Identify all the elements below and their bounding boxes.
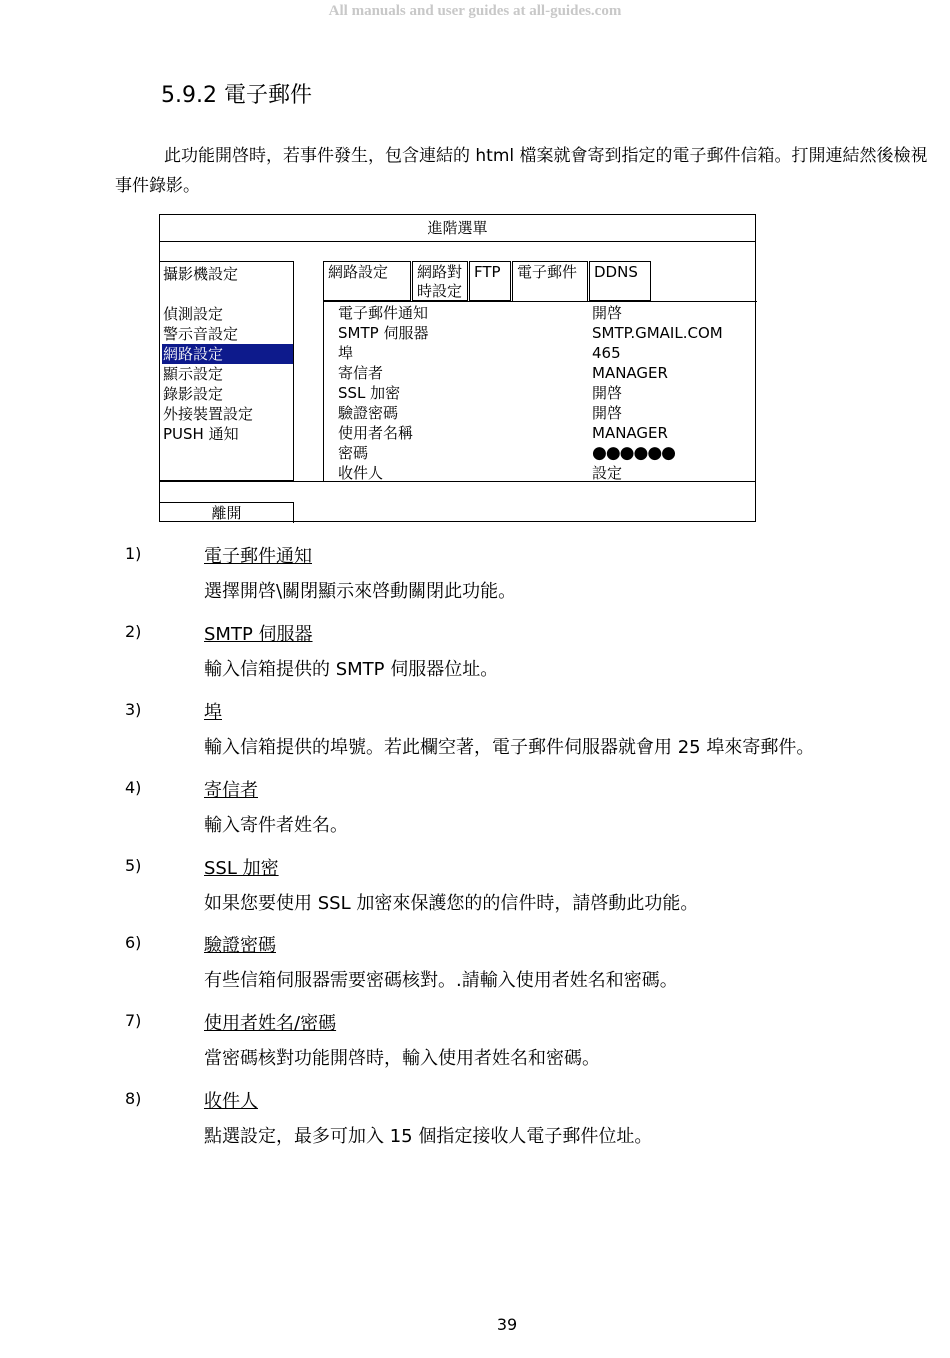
tab-network[interactable]: 網路設定 [323,261,411,301]
setting-label: 密碼 [338,444,369,462]
setting-value[interactable]: MANAGER [592,364,668,382]
sidebar-item-detection[interactable]: 偵測設定 [163,305,224,323]
item-term: 埠 [204,702,222,723]
setting-label: 收件人 [338,464,384,482]
item-number: 4) [125,778,142,797]
sidebar-item-device[interactable]: 外接裝置設定 [163,405,254,423]
item-number: 6) [125,933,142,952]
setting-row[interactable] [338,323,748,343]
setting-label: 使用者名稱 [338,424,414,442]
item-term: 電子郵件通知 [204,546,312,567]
sidebar-item-record[interactable]: 錄影設定 [163,385,224,403]
setting-row[interactable] [338,403,748,423]
tab-time-sync[interactable]: 網路對時設定 [412,261,468,301]
item-description: 有些信箱伺服器需要密碼核對。.請輸入使用者姓名和密碼。 [204,970,678,991]
password-value[interactable]: ●●●●●● [592,443,676,463]
item-description: 輸入信箱提供的埠號。若此欄空著，電子郵件伺服器就會用 25 埠來寄郵件。 [204,737,815,758]
setting-label: 寄信者 [338,364,384,382]
item-term: 驗證密碼 [204,935,276,956]
setting-value[interactable]: 開啓 [592,304,623,322]
sidebar-item-alert[interactable]: 警示音設定 [163,325,239,343]
tab-ddns[interactable]: DDNS [589,261,651,301]
page-number: 39 [496,1315,518,1334]
item-number: 1) [125,544,142,563]
setting-label: 電子郵件通知 [338,304,429,322]
item-term: 寄信者 [204,780,258,801]
item-term: 使用者姓名/密碼 [204,1013,337,1034]
setting-row[interactable] [338,423,748,443]
item-number: 8) [125,1089,142,1108]
menu-title: 進階選單 [160,215,755,242]
item-number: 2) [125,622,142,641]
intro-paragraph: 此功能開啓時，若事件發生，包含連結的 html 檔案就會寄到指定的電子郵件信箱。打開連結然後檢視事件錄影。 [115,146,928,196]
item-number: 5) [125,856,142,875]
setting-label: SSL 加密 [338,384,401,402]
setting-value[interactable]: 開啓 [592,404,623,422]
setting-value[interactable]: SMTP.GMAIL.COM [592,324,723,342]
setting-value[interactable]: 465 [592,344,621,362]
item-description: 如果您要使用 SSL 加密來保護您的的信件時，請啓動此功能。 [204,893,699,914]
sidebar-item-network[interactable]: 網路設定 [162,344,293,364]
advanced-menu [159,214,756,522]
sidebar-item-display[interactable]: 顯示設定 [163,365,224,383]
setting-value[interactable]: 開啓 [592,384,623,402]
setting-label: 驗證密碼 [338,404,399,422]
setting-label: SMTP 伺服器 [338,324,429,342]
item-description: 點選設定，最多可加入 15 個指定接收人電子郵件位址。 [204,1126,653,1147]
setting-row[interactable] [338,463,748,483]
sidebar-item-camera[interactable]: 攝影機設定 [163,265,239,283]
item-term: 收件人 [204,1091,258,1112]
watermark: All manuals and user guides at all-guides.com [328,3,622,19]
item-description: 輸入信箱提供的 SMTP 伺服器位址。 [204,659,499,680]
item-number: 3) [125,700,142,719]
item-description: 當密碼核對功能開啓時，輸入使用者姓名和密碼。 [204,1048,600,1069]
setting-row[interactable] [338,383,748,403]
setting-row[interactable] [338,443,748,463]
item-description: 輸入寄件者姓名。 [204,815,348,836]
setting-label: 埠 [338,344,354,362]
item-term: SMTP 伺服器 [204,624,313,645]
sidebar [160,261,294,481]
exit-button[interactable]: 離開 [160,502,294,523]
item-description: 選擇開啓\關閉顯示來啓動關閉此功能。 [204,581,517,602]
setting-row[interactable] [338,343,748,363]
item-term: SSL 加密 [204,858,279,879]
section-heading: 5.9.2 電子郵件 [161,83,312,108]
item-number: 7) [125,1011,142,1030]
setting-row[interactable] [338,303,748,323]
setting-value[interactable]: 設定 [592,464,623,482]
tab-email[interactable]: 電子郵件 [512,261,588,301]
sidebar-item-push[interactable]: PUSH 通知 [163,425,239,443]
tab-ftp[interactable]: FTP [469,261,511,301]
email-settings-panel [323,301,757,482]
setting-row[interactable] [338,363,748,383]
setting-value[interactable]: MANAGER [592,424,668,442]
